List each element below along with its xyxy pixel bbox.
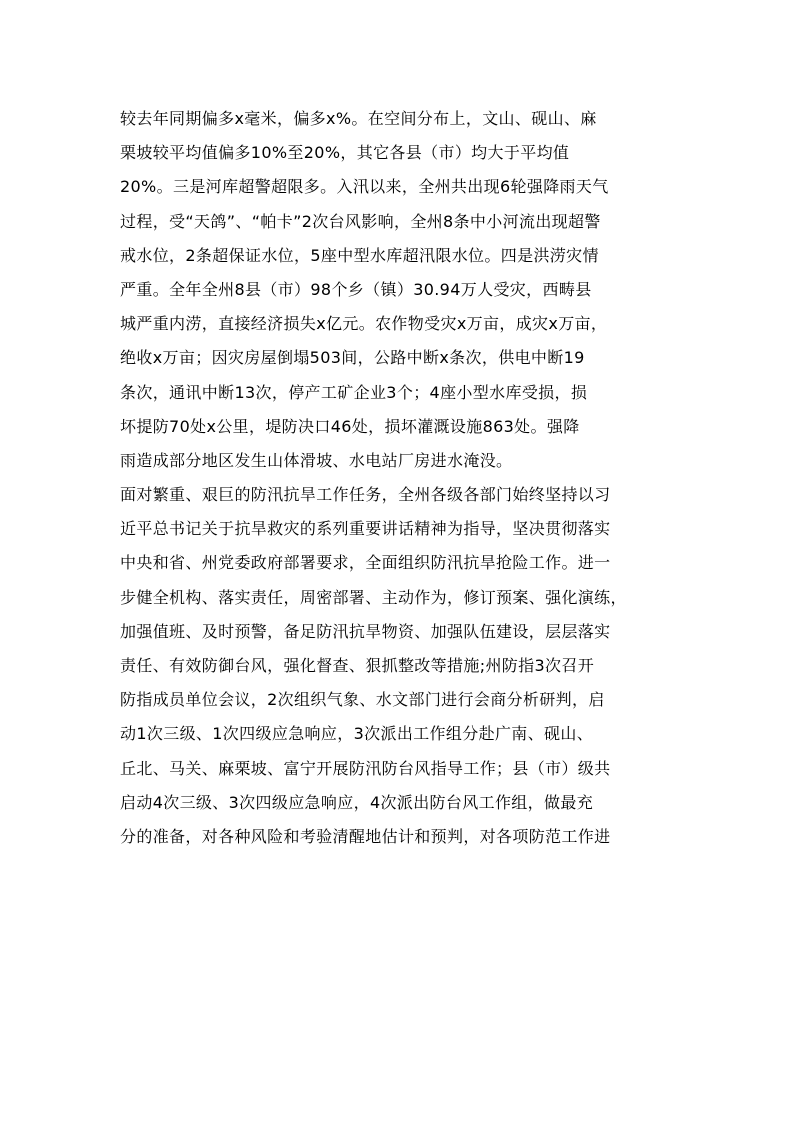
- text-line: 绝收x万亩；因灾房屋倒塌503间，公路中断x条次，供电中断19: [120, 348, 585, 368]
- text-line: 20%。三是河库超警超限多。入汛以来，全州共出现6轮强降雨天气: [120, 177, 609, 197]
- text-line: 丘北、马关、麻栗坡、富宁开展防汛防台风指导工作；县（市）级共: [120, 758, 611, 778]
- text-line: 分的准备，对各种风险和考验清醒地估计和预判，对各项防范工作进: [120, 826, 611, 846]
- text-line: 较去年同期偏多x毫米，偏多x%。在空间分布上，文山、砚山、麻: [120, 109, 597, 128]
- text-line: 条次，通讯中断13次，停产工矿企业3个；4座小型水库受损，损: [120, 382, 588, 402]
- text-line: 雨造成部分地区发生山体滑坡、水电站厂房进水淹没。: [120, 450, 513, 470]
- text-line: 过程，受“天鸽”、“帕卡”2次台风影响，全州8条中小河流出现超警: [120, 211, 601, 231]
- text-line: 坏提防70处x公里，堤防决口46处，损坏灌溉设施863处。强降: [120, 416, 580, 436]
- body-text: [120, 102, 680, 854]
- text-line: 戒水位，2条超保证水位，5座中型水库超汛限水位。四是洪涝灾情: [120, 245, 599, 265]
- text-line: 责任、有效防御台风，强化督查、狠抓整改等措施;州防指3次召开: [120, 656, 595, 675]
- text-line: 严重。全年全州8县（市）98个乡（镇）30.94万人受灾，西畴县: [120, 279, 592, 299]
- text-line: 启动4次三级、3次四级应急响应，4次派出防台风工作组，做最充: [120, 792, 594, 812]
- text-line: 步健全机构、落实责任，周密部署、主动作为，修订预案、强化演练，: [120, 587, 627, 607]
- text-line: 中央和省、州党委政府部署要求，全面组织防汛抗旱抢险工作。进一: [120, 553, 611, 573]
- text-line: 面对繁重、艰巨的防汛抗旱工作任务，全州各级各部门始终坚持以习: [120, 485, 611, 505]
- text-line: 动1次三级、1次四级应急响应，3次派出工作组分赴广南、砚山、: [120, 724, 594, 744]
- text-line: 近平总书记关于抗旱救灾的系列重要讲话精神为指导，坚决贯彻落实: [120, 519, 611, 539]
- text-line: 城严重内涝，直接经济损失x亿元。农作物受灾x万亩，成灾x万亩，: [120, 314, 608, 334]
- text-line: 栗坡较平均值偏多10%至20%，其它各县（市）均大于平均值: [120, 143, 570, 163]
- text-line: 防指成员单位会议，2次组织气象、水文部门进行会商分析研判，启: [120, 690, 605, 710]
- text-line: 加强值班、及时预警，备足防汛抗旱物资、加强队伍建设，层层落实: [120, 621, 611, 641]
